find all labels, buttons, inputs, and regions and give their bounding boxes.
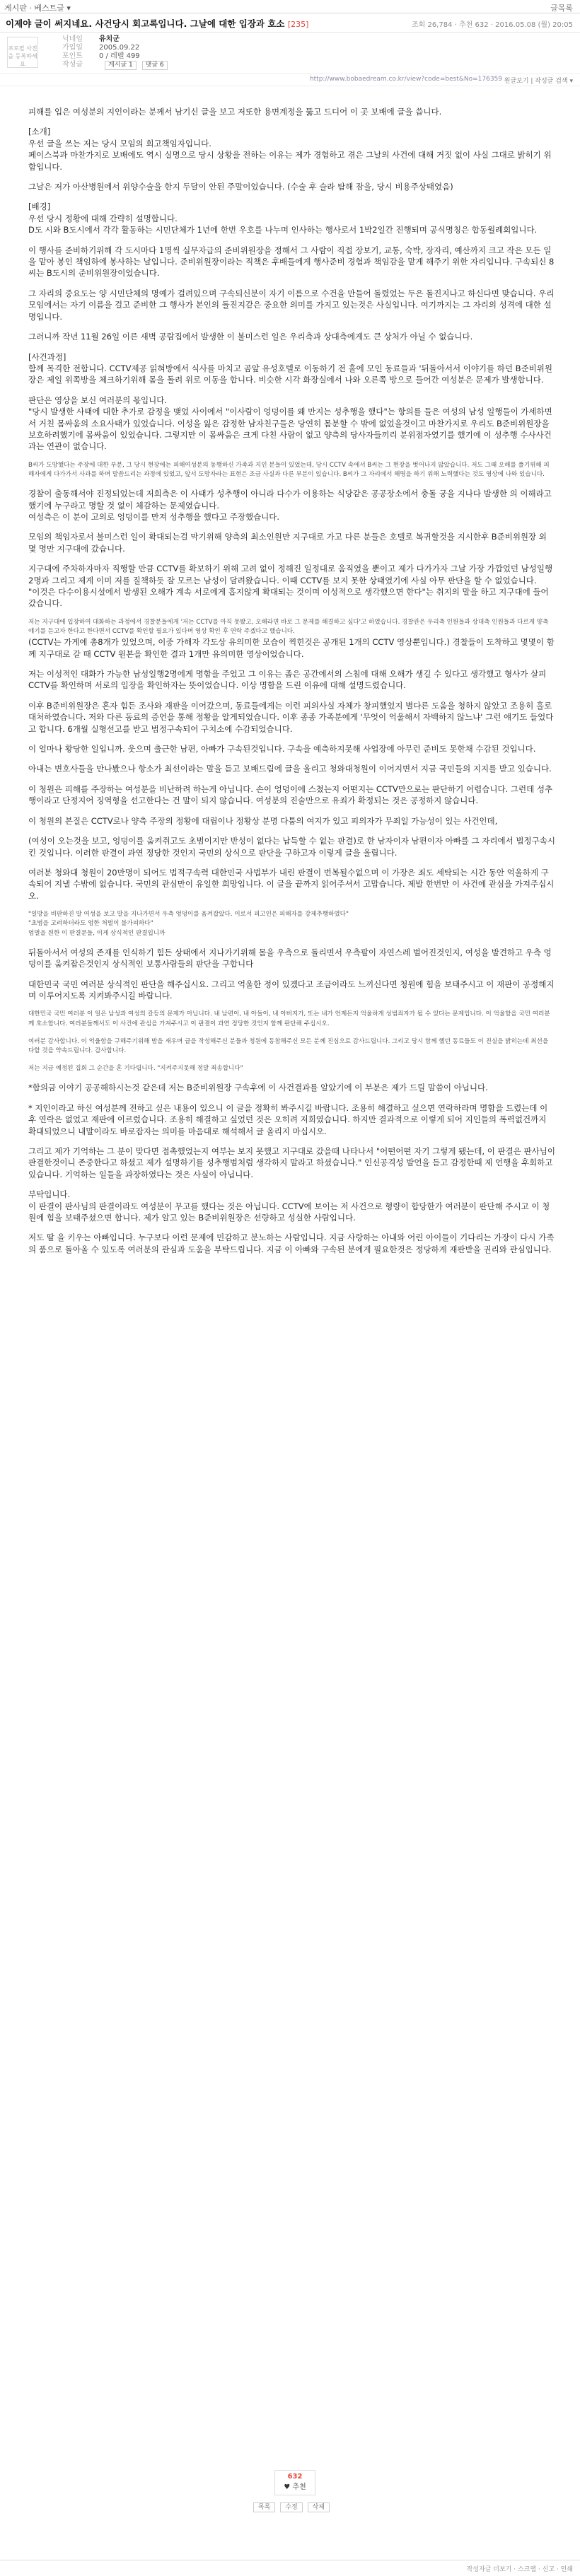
paragraph-gap bbox=[28, 775, 555, 783]
body-paragraph: 피해를 입은 여성분의 지인이라는 분께서 남기신 글을 보고 저또한 용면계정을 뚫고 드디어 이 곳 보배에 글을 씁니다. bbox=[28, 107, 442, 117]
post-title-text: 이제야 글이 써지네요. 사건당시 회고록입니다. 그날에 대한 입장과 호소 bbox=[6, 18, 285, 29]
like-icon: ♥ bbox=[284, 2483, 291, 2491]
paragraph-gap bbox=[28, 970, 555, 979]
body-paragraph: 대한민국 국민 여러분 이 일은 남성과 여성의 갈등의 문제가 아닙니다. 내 남편이, 내 아들이, 내 아버지가, 또는 내가 언제든지 억울하게 성범죄자가 될 수 있다는 문제입니다. 이 억울함을 국민 여러분께 호소합니다. 여러분들께서도 이 사건에 관심을 가져주시고 이 판결이 과연 정당한 것인지 함께 판단해 주십시오. bbox=[28, 1010, 550, 1027]
paragraph-gap bbox=[28, 279, 555, 288]
footer bbox=[0, 2560, 580, 2576]
paragraph-gap bbox=[28, 610, 555, 618]
author-info bbox=[0, 33, 580, 74]
body-paragraph: 모임의 책임자로서 불미스런 일이 확대되는걸 막기위해 양측의 최소인원만 지구대로 가고 다른 분들은 호텔로 복귀할것을 지시한후 B준비위원장 외 몇 명만 지구대에 갔습니다. bbox=[28, 532, 547, 554]
body-paragraph: 그러니까 작년 11월 26일 이른 새벽 공람집에서 발생한 이 불미스런 일은 우리측과 상대측에게도 큰 상처가 아닐 수 없습니다. bbox=[28, 332, 473, 342]
body-paragraph: 여러분 청와대 청원이 20만명이 되어도 법적구속력 대한민국 사법부가 내린 판결이 번복될수없으며 이 가장은 죄도 세탁되는 시간 동안 억울하게 구속되어 지낼 수밖에 없습니다. 국민의 관심만이 유일한 희망입니다. 이 글을 끝까지 읽어주셔서 고맙습니다. 제발 한번만 이 사건에 관심을 가져주십시오. bbox=[28, 867, 555, 901]
breadcrumb[interactable]: 게시판 · 베스트글 ▾ bbox=[4, 4, 71, 13]
body-paragraph: 이 행사를 준비하기위해 각 도시마다 1명씩 실무자급의 준비위원장을 정해서 그 사람이 직접 장보기, 교통, 숙박, 장자리, 예산까지 크고 작은 모든 일을 맡아 봉인 책임하에 봉사하는 날입니다. 준비위원장이라는 직책은 후배들에게 행사준비 경험과 책임감을 맡게 해주기 위한 자리입니다. 구속되신 8씨는 B도시의 준비위원장이었습니다. bbox=[28, 245, 555, 279]
paragraph-gap bbox=[28, 236, 555, 245]
body-paragraph: 그리고 제가 기억하는 그 분이 맞다면 접촉했었는지 여부는 보지 못했고 지구대로 갔을때 나타나서 "어떤어떤 자기 그렇게 됐는데, 이 판결은 판사님이 판결한것이니 존중한다고 하셨고 제가 설명하기를 성추행범처럼 생각하지 말라고 하셨습니다." 인신공격성 발언을 듣고 감정한때 제 언행을 후회하고 있습니다. 기억하는 일들을 과장하였다는 것은 사실이 아닙니다. bbox=[28, 1146, 555, 1179]
body-paragraph: [배경] bbox=[28, 202, 51, 212]
joined-label: 가입일 bbox=[62, 44, 83, 52]
paragraph-gap bbox=[28, 117, 555, 126]
author-nickname[interactable]: 유치군 bbox=[99, 35, 120, 43]
post-header bbox=[0, 13, 580, 33]
body-paragraph: 저도 딸 을 키우는 아빠입니다. 누구보다 이런 문제에 민감하고 분노하는 사람입니다. 지금 사랑하는 아내와 어린 아이들이 기다리는 가장이 다시 가족의 품으로 돌아올 수 있도록 여러분의 관심과 도움을 부탁드립니다. 지금 이 아빠와 구속된 분에게 필요한것은 정당하게 재판받을 권리와 관심입니다. bbox=[28, 1232, 555, 1254]
paragraph-gap bbox=[28, 554, 555, 563]
body-paragraph: 이 청원의 본질은 CCTV로나 양측 주장의 정황에 대립이나 정황상 분명 다툼의 여지가 있고 피의자가 무죄일 가능성이 있는 사건인데, bbox=[28, 815, 498, 826]
paragraph-gap bbox=[28, 453, 555, 461]
body-paragraph: * 지인이라고 하신 여성분께 전하고 싶은 내용이 있으니 이 글을 정확히 봐주시길 바랍니다. 조용히 해결하고 싶으면 연락하라며 명함을 드렸는데 이후 연락은 없었고 재판에 이르렀습니다. 조용히 해결하고 싶었던 것은 오히려 저희였습니다. 하지만 결과적으로 이렇게 되어 지인들의 폭력없건까지 확대되었으니 내말이라도 바로잡자는 의미를 마음대로 해석해서 글 올리지 마십시오. bbox=[28, 1102, 548, 1136]
comment-count[interactable]: [235] bbox=[287, 20, 309, 29]
post-actions bbox=[253, 2502, 332, 2511]
paragraph-gap bbox=[28, 1001, 555, 1010]
points-value: 0 / 레벨 499 bbox=[99, 52, 140, 60]
paragraph-gap bbox=[28, 173, 555, 181]
paragraph-gap bbox=[28, 192, 555, 201]
body-paragraph: 아내는 변호사들을 만나봤으나 항소가 최선이라는 말을 듣고 보배드림에 글을 올리고 청와대청원이 이어지면서 지금 국민들의 지지를 받고 있습니다. bbox=[28, 764, 552, 774]
edit-button[interactable]: 수정 bbox=[280, 2502, 302, 2512]
body-paragraph: 이후 B준비위원장은 혼자 힘든 조사와 재판을 이어갔으며, 동료들에게는 이런 피의사실 자체가 창피했었지 별다른 도움을 청하지 않았고 조용히 홀로 대처하였습니다. 저와 다른 동료의 증언을 통해 정황을 알게되었습니다. 이후 종종 가족분에게 '무엇이 억울해서 자백하지 않느냐' 그런 얘기도 들었다고 합니다. 6개월 실형선고를 받고 법정구속되어 구치소에 수감되었습니다. bbox=[28, 700, 554, 734]
body-paragraph: B씨가 도망했다는 주장에 대한 부분, 그 당시 현장에는 피해여성분의 동행하신 가족과 지인 분들이 있었는데, 당시 CCTV 속에서 B씨는 그 현장을 벗어나지 않았습니다. 저도 그때 오해를 풀기위해 피해자에게 다가가서 사과를 하며 말씀드리는 과정에 있었고, 앞서 도망자라는 표현은 조금 사실과 다른 부분이 있습니다. B씨가 그 자리에서 해명을 하기 위해 노력했다는 것도 영상에 나와 있습니다. bbox=[28, 461, 550, 478]
body-paragraph: 페이스북과 마찬가지로 보배에도 역시 실명으로 당시 상황을 전하는 이유는 제가 경험하고 겪은 그날의 사건에 대해 거짓 없이 사실 그대로 밝히기 위함입니다. bbox=[28, 150, 552, 172]
paragraph-gap bbox=[28, 1073, 555, 1082]
paragraph-gap bbox=[28, 1056, 555, 1064]
paragraph-gap bbox=[28, 386, 555, 395]
posts-button[interactable]: 게시글 1 bbox=[105, 61, 137, 70]
posts-label: 작성글 bbox=[62, 61, 83, 69]
body-paragraph: 저는 지금 예정된 집회 그 순간을 혼 기다립니다. "지켜주지못해 정말 죄송합니다" bbox=[28, 1065, 243, 1073]
paragraph-gap bbox=[28, 827, 555, 835]
body-paragraph: "이것은 다수이용시설에서 발생된 오해가 계속 서로에게 흡지않게 확대되는 것이며 이성적으로 생각했으면 한다"는 취지의 말을 하고 지구대에 들어갔습니다. bbox=[28, 587, 549, 609]
list-button[interactable]: 글목록 bbox=[550, 4, 573, 13]
body-paragraph: 이 얼마나 황당한 일입니까. 웃으며 출근한 남편, 아빠가 구속된것입니다. 구속을 예측하지못해 사업장에 아무런 준비도 못한채 수감된 것입니다. bbox=[28, 744, 536, 754]
like-count: 632 bbox=[287, 2473, 303, 2481]
avatar: 프로필 사진을 등록하세요 bbox=[7, 37, 38, 68]
body-paragraph: 이 판결이 판사님의 판결이라도 여성분이 무고를 했다는 것은 아닙니다. CCTV에 보이는 저 사건으로 형량이 합당한가 여러분이 판단해 주시고 이 청원에 힘을 보태주셨으면 합니다. 제가 알고 있는 B준비위원장은 선량하고 성실한 사람입니다. bbox=[28, 1201, 550, 1223]
post-body bbox=[28, 106, 555, 1255]
paragraph-gap bbox=[28, 660, 555, 668]
post-meta: 조회 26,784 · 추천 632 · 2016.05.08 (월) 20:05 bbox=[411, 21, 573, 29]
like-button[interactable] bbox=[274, 2470, 315, 2495]
paragraph-gap bbox=[28, 902, 555, 910]
body-paragraph: 여성측은 이 분이 고의로 엉덩이를 만져 성추행을 했다고 주장했습니다. bbox=[28, 511, 280, 522]
body-paragraph: 엄벌을 원한 이 판결문들, 이게 상식적인 판결입니까 bbox=[28, 929, 166, 937]
body-paragraph: 저는 이성적인 대화가 가능한 남성일행2명에게 명함을 주었고 그 이유는 좁은 공간에서의 스침에 대해 오해가 생길 수 있다고 생각했고 형사가 살피 CCTV를 확인하며 서로의 입장을 확인하자는 뜻이었습니다. 이상 명함을 드린 이유에 대해 설명드렸습니다. bbox=[28, 669, 547, 691]
body-paragraph: "초범을 고려하더라도 엄한 처벌이 불가피하다" bbox=[28, 920, 153, 928]
post-tool-links[interactable]: 원글보기 | 작성글 검색 ▾ bbox=[504, 78, 573, 85]
paragraph-gap bbox=[28, 1223, 555, 1232]
paragraph-gap bbox=[28, 735, 555, 743]
paragraph-gap bbox=[28, 807, 555, 815]
body-paragraph: "일방을 비판하진 말 여성을 보고 말을 지나가면서 우측 엉덩이를 움켜잡았다. 이로서 피고인은 피해자를 강제추행하였다" bbox=[28, 911, 349, 919]
paragraph-gap bbox=[28, 1029, 555, 1037]
like-label: 추천 bbox=[292, 2483, 306, 2491]
body-paragraph: *합의금 이야기 공공해하시는것 같은데 저는 B준비위원장 구속후에 이 사건결과를 알았기에 이 부분은 제가 드릴 말씀이 아닙니다. bbox=[28, 1083, 488, 1093]
paragraph-gap bbox=[28, 858, 555, 867]
body-paragraph: "당시 발생한 사태에 대한 추가로 감정을 맺었 사이에서 "이사람이 엉덩이를 왜 만지는 성추행을 했다"는 항의를 들은 여성의 남성 일행들이 가세하면서 거친 몸싸움의 소요사태가 있었습니다. 이성을 잃은 감정한 남자친구들은 당연히 몸분할 수 밖에 없었을것이고 마찬가지로 우리도 B준비위원장을 보호하려했기에 몸싸움이 있었습니다. 그렇지만 이 몸싸움은 크게 다친 사람이 없고 양측의 당사자들끼리 분위점자였기를 했기에 이 성추행 수사사건과는 연관이 없습니다. bbox=[28, 407, 552, 452]
body-paragraph: 지구대에 주차하자마자 직행할 만큼 CCTV를 확보하기 위해 고려 없이 정해진 일정대로 움직였을 뿐이고 제가 다가가자 그날 가장 가깝었던 남성일행 2명과 그리고 제게 이미 저를 질책하듯 잘 모르는 남성이 달려왔습니다. 이때 CCTV를 보지 못한 상태였기에 사실 아무 판단을 할 수 없었습니다. bbox=[28, 564, 553, 585]
body-paragraph: 그 자리의 중요도는 양 시민단체의 명예가 걸려있으며 구속되신분이 자기 이름으로 수건을 만들어 돌렸었는 두은 돌진지나고 하신다면 맞습니다. 우리 모임에서는 자기 이름을 걸고 준비한 그 행사가 본인의 돌진지같은 중요한 의미를 가지고 있는것은 사실입니다. 여기까지는 그 자리의 성격에 대한 설명입니다. bbox=[28, 288, 555, 322]
body-paragraph: 대한민국 국민 여러분 상식적인 판단을 해주십시요. 그리고 억울한 정이 있겠다고 조금이라도 느끼신다면 청원에 힘을 보태주시고 이 재판이 공정해지며 이루어지도록 지켜봐주시길 바랍니다. bbox=[28, 979, 555, 1001]
post-title bbox=[6, 17, 308, 30]
body-paragraph: (여성이 오는것을 보고, 엉덩이를 움켜쥐고도 초범이지만 반성이 없다는 납득할 수 없는 판결)로 한 남자이자 남편이자 아빠를 그 자리에서 법정구속시킨 것입니다. 이러한 판결이 과연 정당한 것인지 국민의 상식으로 판단을 구하고자 이렇게 글을 올립니다. bbox=[28, 836, 555, 858]
points-label: 포인트 bbox=[62, 52, 83, 60]
body-paragraph: 우선 글을 쓰는 저는 당시 모임의 회고책임자입니다. bbox=[28, 138, 211, 148]
body-paragraph: 뒤돌아서서 여성의 존재를 인식하기 힘든 상태에서 지나가기위해 몸을 우측으로 돌리면서 우측팔이 자연스레 벌어진것인지, 여성을 발견하고 우측 엉덩이를 움켜잡은것인지 상식적인 보통사람들의 판단을 구합니다 bbox=[28, 947, 552, 969]
paragraph-gap bbox=[28, 938, 555, 947]
author-details: 닉네임 유치군 가입일 2005.09.22 포인트 0 / 레벨 499 작성글 게시글 1 댓글 6 bbox=[62, 35, 168, 70]
paragraph-gap bbox=[28, 692, 555, 700]
body-paragraph: 저는 지구대에 입장하여 대화하는 과정에서 경찰분들에게 '저는 CCTV를 아직 못봤고, 오해라면 바로 그 문제를 해결하고 싶다'고 하였습니다. 경찰관은 우리측 인원들과 상대측 인원들과 다르게 양측 얘기를 듣고자 한다고 한다면서 CCTV를 확인할 필요가 있다며 영상 확인 후 연락 주겠다고 했습니다. bbox=[28, 618, 549, 636]
delete-button[interactable]: 삭제 bbox=[308, 2502, 330, 2512]
body-paragraph: 이 청원은 피해를 주장하는 여성분을 비난하려 하는게 아닙니다. 손이 엉덩이에 스쳤는지 어떤지는 CCTV만으로는 판단하기 어렵습니다. 그런데 성추행이라고 단정지어 징역형을 선고한다는 건 말이 되지 않습니다. 여성분의 진술만으로 유죄가 확정되는 것은 공정하지 않습니다. bbox=[28, 783, 553, 806]
post-url[interactable]: http://www.bobaedream.co.kr/view?code=best&No=176359 bbox=[309, 76, 502, 83]
body-paragraph: [소개] bbox=[28, 127, 51, 137]
body-paragraph: 여러분 감사합니다. 이 억울함을 구해주기위해 밤을 새우며 글을 작성해주신 분들과 청원에 동참해주신 모든 분께 진심으로 감사드립니다. 그리고 당시 함께 했던 동료들도 이 진실을 밝히는데 최선을 다할 것을 약속드립니다. 감사합니다. bbox=[28, 1037, 549, 1054]
paragraph-gap bbox=[28, 1094, 555, 1102]
post-tools bbox=[0, 74, 580, 86]
comments-button[interactable]: 댓글 6 bbox=[142, 61, 168, 70]
body-paragraph: 판단은 영상을 보신 여러분의 몫입니다. bbox=[28, 395, 168, 405]
body-paragraph: 경찰이 출동해서야 진정되었는데 저희측은 이 사태가 성추행이 아니라 다수가 이용하는 식당같은 공공장소에서 충돌 궁을 지나다 발생한 의 이해라고 했기에 누구라고 명할 것 없이 체감하는 문제였습니다. bbox=[28, 489, 552, 511]
paragraph-gap bbox=[28, 754, 555, 763]
body-paragraph: [사건과정] bbox=[28, 351, 66, 362]
paragraph-gap bbox=[28, 523, 555, 531]
body-paragraph: 부탁입니다. bbox=[28, 1189, 71, 1200]
paragraph-gap bbox=[28, 343, 555, 351]
body-paragraph: D도 시와 B도시에서 각각 활동하는 시민단체가 1년에 한번 우호를 나누며 인사하는 행사로서 1박2일간 진행되며 공식명칭은 합동월례회입니다. bbox=[28, 225, 538, 235]
paragraph-gap bbox=[28, 322, 555, 331]
body-paragraph: 그날은 저가 아산병원에서 위양수술을 한지 두달이 안된 주말이었습니다. (수술 후 슬라 탐해 잠을, 당시 비용주상태였음) bbox=[28, 182, 453, 192]
joined-date: 2005.09.22 bbox=[99, 44, 140, 52]
top-nav bbox=[0, 0, 580, 13]
paragraph-gap bbox=[28, 1180, 555, 1189]
paragraph-gap bbox=[28, 479, 555, 488]
paragraph-gap bbox=[28, 1137, 555, 1146]
footer-tools[interactable]: 작성자글 더보기 · 스크랩 · 신고 · 인쇄 bbox=[466, 2566, 573, 2573]
body-paragraph: (CCTV는 가게에 총8개가 있었으며, 이중 가해자 각도상 유의미한 모습이 찍힌것은 공개된 1개의 CCTV 영상뿐입니다.) 경찰들이 도착하고 몇몇이 함께 지구대로 갈 때 CCTV 원본을 확인한 결과 1개만 유의미한 영상이었습니다. bbox=[28, 637, 555, 659]
body-paragraph: 우선 당시 정황에 대해 간략히 설명합니다. bbox=[28, 213, 178, 223]
body-paragraph: 함께 목격한 전합니다. CCTV제공 읽혀방에서 식사를 마치고 곰앞 유성호텔로 이동하기 전 홀에 모인 동료들과 '뒤돌아서서 이야기를 하던 B준비위원장은 제일 위쪽방을 체크하기위해 몸을 돌려 위로 이동을 합니다. 비슷한 시각 화장실에서 나와 오른쪽 방으로 들어간 여성분은 문제가 발생합니다. bbox=[28, 363, 553, 385]
list-bottom-button[interactable]: 목록 bbox=[253, 2502, 275, 2512]
